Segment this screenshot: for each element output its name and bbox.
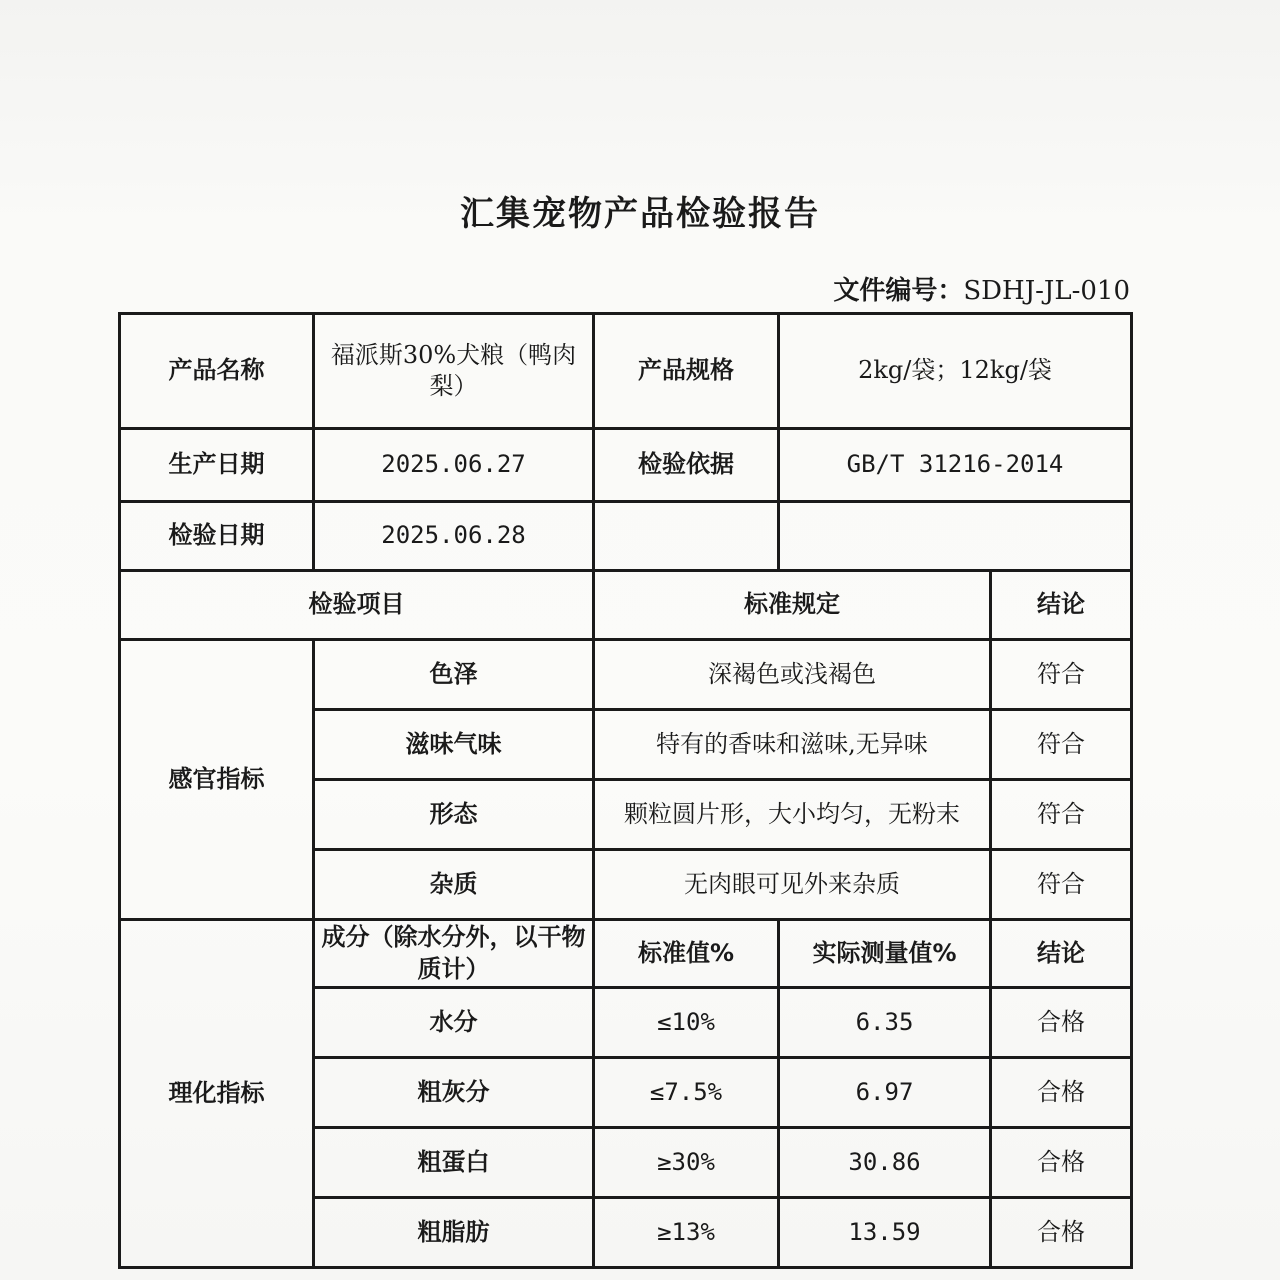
inspection-date-label: 检验日期 bbox=[120, 502, 314, 571]
sensory-item: 色泽 bbox=[314, 640, 594, 710]
physchem-item: 粗蛋白 bbox=[314, 1128, 594, 1198]
physchem-standard: ≤10% bbox=[594, 988, 779, 1058]
physchem-standard: ≤7.5% bbox=[594, 1058, 779, 1128]
physchem-result: 合格 bbox=[991, 1128, 1132, 1198]
sensory-standard: 颗粒圆片形，大小均匀，无粉末 bbox=[594, 780, 991, 850]
table-row bbox=[120, 314, 1132, 429]
table-row bbox=[120, 502, 1132, 571]
inspection-date-value: 2025.06.28 bbox=[314, 502, 594, 571]
sensory-standard: 无肉眼可见外来杂质 bbox=[594, 850, 991, 920]
table-row bbox=[120, 429, 1132, 502]
sensory-group-label: 感官指标 bbox=[120, 640, 314, 920]
physchem-measured: 13.59 bbox=[779, 1198, 991, 1268]
physchem-result: 合格 bbox=[991, 988, 1132, 1058]
spec-value: 2kg/袋；12kg/袋 bbox=[779, 314, 1132, 429]
spec-label: 产品规格 bbox=[594, 314, 779, 429]
physchem-item: 粗灰分 bbox=[314, 1058, 594, 1128]
sensory-result: 符合 bbox=[991, 640, 1132, 710]
measured-value-header: 实际测量值% bbox=[779, 920, 991, 988]
document-number-value: SDHJ-JL-010 bbox=[963, 276, 1130, 306]
product-name-value: 福派斯30%犬粮（鸭肉梨） bbox=[314, 314, 594, 429]
sensory-result: 符合 bbox=[991, 710, 1132, 780]
physchem-result: 合格 bbox=[991, 1198, 1132, 1268]
document-number-label: 文件编号： bbox=[833, 276, 964, 306]
physchem-header-row bbox=[120, 920, 1132, 988]
sensory-result: 符合 bbox=[991, 850, 1132, 920]
standard-value-header: 标准值% bbox=[594, 920, 779, 988]
inspection-basis-value: GB/T 31216-2014 bbox=[779, 429, 1132, 502]
production-date-value: 2025.06.27 bbox=[314, 429, 594, 502]
sensory-header-row bbox=[120, 571, 1132, 640]
inspection-item-header: 检验项目 bbox=[120, 571, 594, 640]
production-date-label: 生产日期 bbox=[120, 429, 314, 502]
inspection-basis-label: 检验依据 bbox=[594, 429, 779, 502]
sensory-standard: 特有的香味和滋味,无异味 bbox=[594, 710, 991, 780]
sensory-result: 符合 bbox=[991, 780, 1132, 850]
sensory-item: 滋味气味 bbox=[314, 710, 594, 780]
physchem-measured: 30.86 bbox=[779, 1128, 991, 1198]
report-title: 汇集宠物产品检验报告 bbox=[460, 194, 820, 234]
table-row bbox=[120, 640, 1132, 710]
inspection-report-table bbox=[118, 312, 1133, 1269]
conclusion-header: 结论 bbox=[991, 571, 1132, 640]
standard-header: 标准规定 bbox=[594, 571, 991, 640]
physchem-standard: ≥13% bbox=[594, 1198, 779, 1268]
empty-cell bbox=[594, 502, 779, 571]
physchem-item: 粗脂肪 bbox=[314, 1198, 594, 1268]
physchem-standard: ≥30% bbox=[594, 1128, 779, 1198]
sensory-standard: 深褐色或浅褐色 bbox=[594, 640, 991, 710]
sensory-item: 形态 bbox=[314, 780, 594, 850]
physchem-item: 水分 bbox=[314, 988, 594, 1058]
physchem-measured: 6.97 bbox=[779, 1058, 991, 1128]
document-number bbox=[833, 270, 1130, 307]
physchem-result: 合格 bbox=[991, 1058, 1132, 1128]
empty-cell bbox=[779, 502, 1132, 571]
physchem-group-label: 理化指标 bbox=[120, 920, 314, 1268]
sensory-item: 杂质 bbox=[314, 850, 594, 920]
component-header: 成分（除水分外，以干物质计） bbox=[314, 920, 594, 988]
product-name-label: 产品名称 bbox=[120, 314, 314, 429]
physchem-measured: 6.35 bbox=[779, 988, 991, 1058]
conclusion-header: 结论 bbox=[991, 920, 1132, 988]
